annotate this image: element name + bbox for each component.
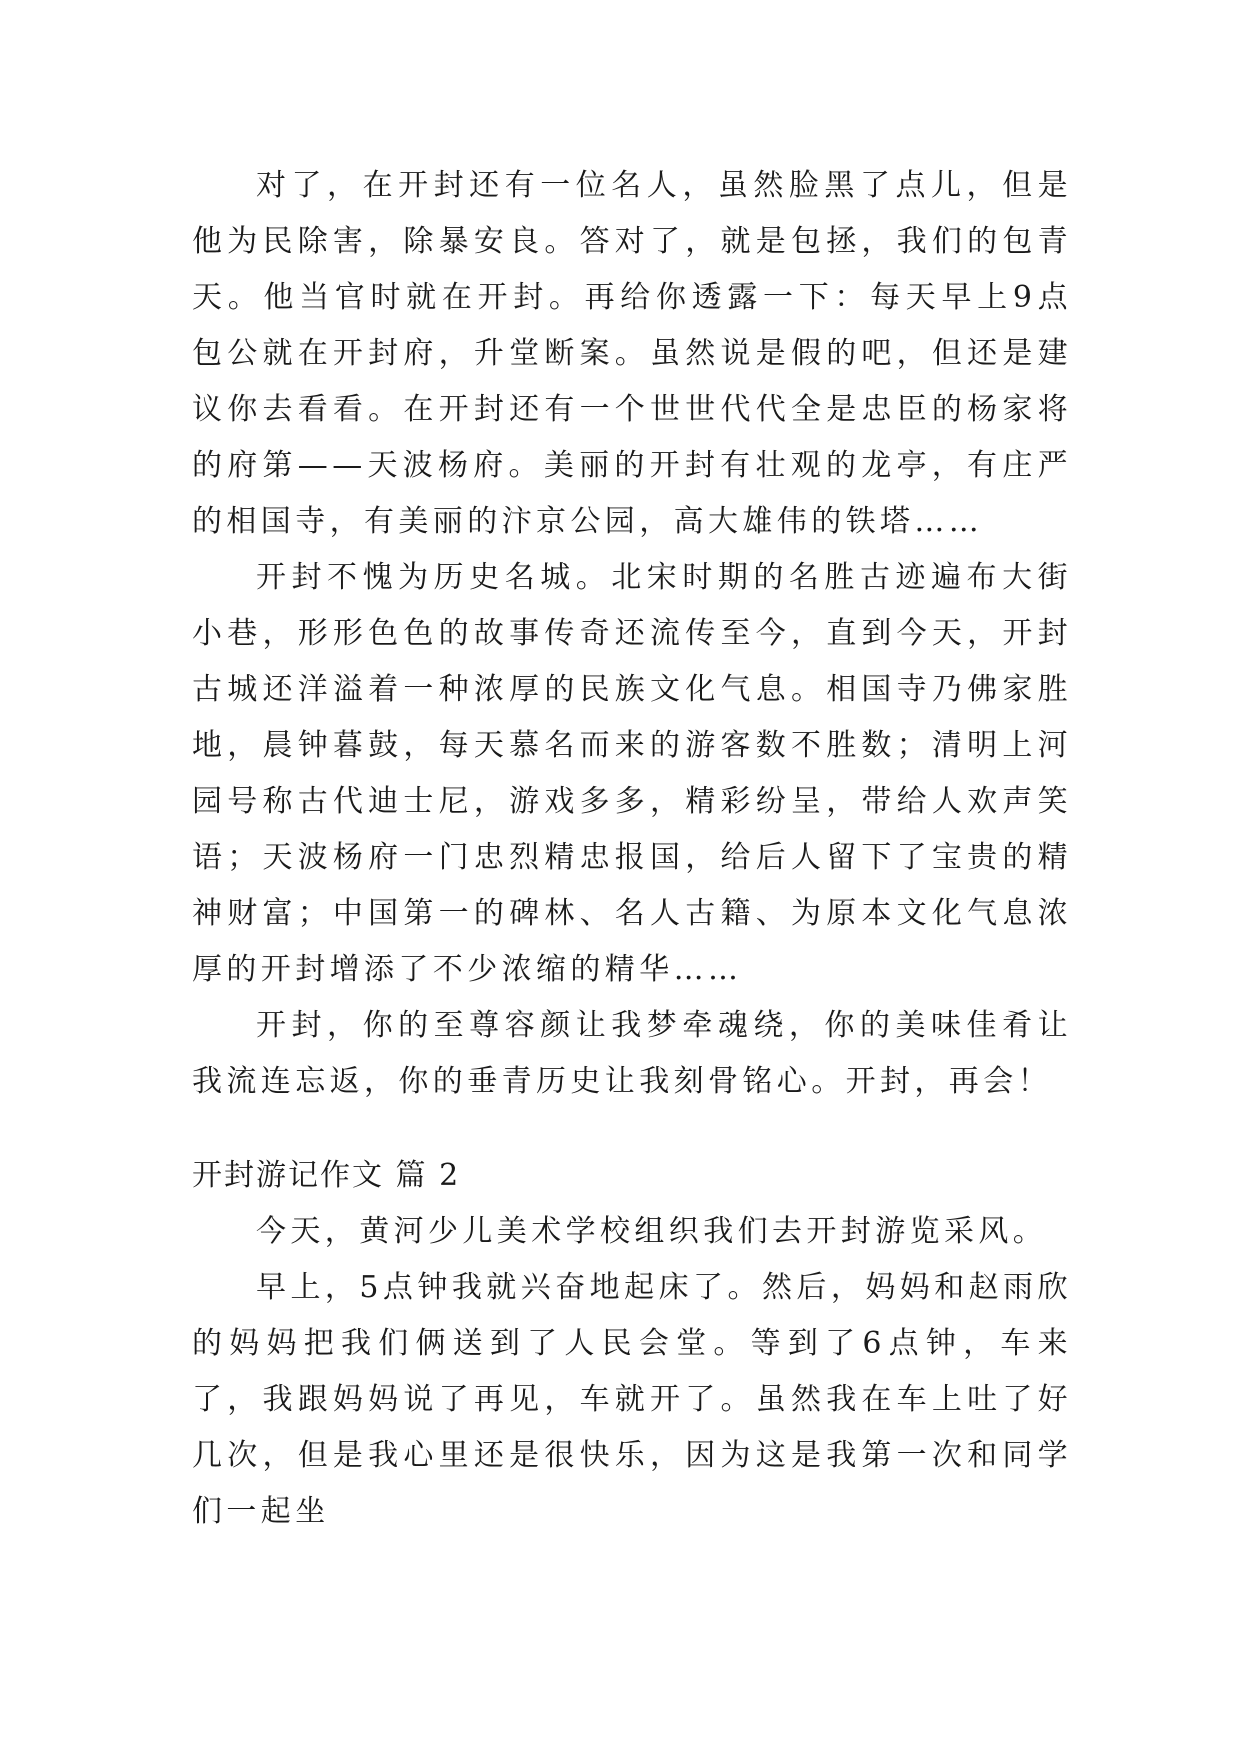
paragraph-historic-city: 开封不愧为历史名城。北宋时期的名胜古迹遍布大街小巷，形形色色的故事传奇还流传至今，直到今天，开封古城还洋溢着一种浓厚的民族文化气息。相国寺乃佛家胜地，晨钟暮鼓，每天慕名而来的游客数不胜数；清明上河园号称古代迪士尼，游戏多多，精彩纷呈，带给人欢声笑语；天波杨府一门忠烈精忠报国，给后人留下了宝贵的精神财富；中国第一的碑林、名人古籍、为原本文化气息浓厚的开封增添了不少浓缩的精华…… — [192, 560, 1072, 987]
document-body — [192, 158, 1072, 1540]
section-title: 开封游记作文 篇 2 — [192, 1158, 461, 1193]
paragraph-bao-zheng: 对了，在开封还有一位名人，虽然脸黑了点儿，但是他为民除害，除暴安良。答对了，就是包拯，我们的包青天。他当官时就在开封。再给你透露一下：每天早上9点包公就在开封府，升堂断案。虽然说是假的吧，但还是建议你去看看。在开封还有一个世世代代全是忠臣的杨家将的府第——天波杨府。美丽的开封有壮观的龙亭，有庄严的相国寺，有美丽的汴京公园，高大雄伟的铁塔…… — [192, 168, 1072, 539]
paragraph-farewell: 开封，你的至尊容颜让我梦牵魂绕，你的美味佳肴让我流连忘返，你的垂青历史让我刻骨铭心。开封，再会！ — [192, 1008, 1072, 1099]
paragraph-trip-intro: 今天，黄河少儿美术学校组织我们去开封游览采风。 — [256, 1214, 1048, 1249]
paragraph-morning: 早上，5点钟我就兴奋地起床了。然后，妈妈和赵雨欣的妈妈把我们俩送到了人民会堂。等到了6点钟，车来了，我跟妈妈说了再见，车就开了。虽然我在车上吐了好几次，但是我心里还是很快乐，因为这是我第一次和同学们一起坐 — [192, 1270, 1072, 1529]
